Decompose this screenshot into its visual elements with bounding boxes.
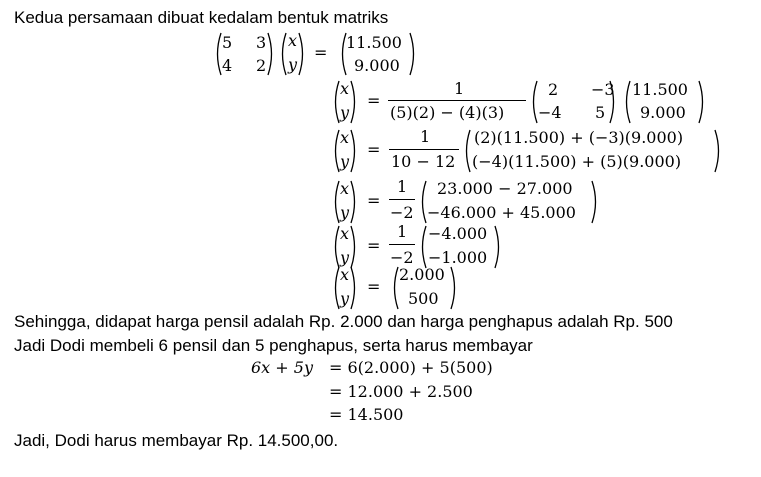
adj-m22: 5 <box>595 103 606 122</box>
payment-line-3: = 14.500 <box>329 405 404 424</box>
equals-sign: = <box>367 91 381 110</box>
left-paren <box>278 32 288 76</box>
intro-text: Kedua persamaan dibuat kedalam bentuk matriks <box>14 8 389 27</box>
right-paren <box>349 129 359 173</box>
left-paren <box>418 225 428 269</box>
fraction-numerator: 1 <box>420 127 431 146</box>
result-row-1: −4.000 <box>428 224 488 243</box>
right-paren <box>590 180 600 224</box>
fraction-numerator: 1 <box>397 222 408 241</box>
right-paren <box>266 32 276 76</box>
right-paren <box>297 32 307 76</box>
fraction-numerator: 1 <box>454 79 465 98</box>
var-x: x <box>340 179 350 198</box>
payment-line-1: = 6(2.000) + 5(500) <box>329 358 493 377</box>
sum-row-1: 23.000 − 27.000 <box>437 179 573 198</box>
right-paren <box>493 225 503 269</box>
matrix-a21: 4 <box>222 56 233 75</box>
matrix-a12: 3 <box>256 33 267 52</box>
fraction-bar <box>389 244 415 245</box>
solution-x: 2.000 <box>399 265 445 284</box>
vector-b1: 11.500 <box>346 33 402 52</box>
conclusion-text-1: Sehingga, didapat harga pensil adalah Rp. 2.000 dan harga penghapus adalah Rp. 500 <box>14 312 673 331</box>
var-x: x <box>340 265 350 284</box>
adj-m11: 2 <box>548 80 559 99</box>
fraction-numerator: 1 <box>397 177 408 196</box>
right-paren <box>349 80 359 124</box>
equals-sign: = <box>367 140 381 159</box>
left-paren <box>462 129 472 173</box>
left-paren <box>622 80 632 124</box>
right-paren <box>608 80 618 124</box>
var-x: x <box>340 79 350 98</box>
right-paren <box>349 266 359 310</box>
var-y: y <box>340 152 350 171</box>
result-row-2: −1.000 <box>428 248 488 267</box>
var-y: y <box>340 103 350 122</box>
var-y: y <box>340 248 350 267</box>
vector-b2: 9.000 <box>640 103 686 122</box>
equals-sign: = <box>314 43 328 62</box>
var-y: y <box>340 289 350 308</box>
equals-sign: = <box>367 277 381 296</box>
right-paren <box>349 225 359 269</box>
right-paren <box>697 80 707 124</box>
var-x: x <box>340 224 350 243</box>
equals-sign: = <box>367 236 381 255</box>
conclusion-text-2: Jadi Dodi membeli 6 pensil dan 5 penghapus, serta harus membayar <box>14 336 533 355</box>
fraction-denominator: (5)(2) − (4)(3) <box>390 103 505 122</box>
fraction-denominator: 10 − 12 <box>391 152 456 171</box>
fraction-denominator: −2 <box>390 248 414 267</box>
right-paren <box>349 180 359 224</box>
right-paren <box>449 266 459 310</box>
payment-lhs: 6x + 5y <box>251 358 313 377</box>
solution-y: 500 <box>408 289 439 308</box>
adj-m12: −3 <box>591 80 615 99</box>
var-x: x <box>288 31 298 50</box>
product-row-1: (2)(11.500) + (−3)(9.000) <box>474 128 684 147</box>
fraction-bar <box>389 149 459 150</box>
final-text: Jadi, Dodi harus membayar Rp. 14.500,00. <box>14 431 339 450</box>
right-paren <box>713 129 723 173</box>
var-x: x <box>340 128 350 147</box>
fraction-denominator: −2 <box>390 203 414 222</box>
var-y: y <box>288 55 298 74</box>
fraction-bar <box>388 100 526 101</box>
sum-row-2: −46.000 + 45.000 <box>427 203 576 222</box>
adj-m21: −4 <box>538 103 562 122</box>
product-row-2: (−4)(11.500) + (5)(9.000) <box>472 152 682 171</box>
right-paren <box>408 32 418 76</box>
vector-b1: 11.500 <box>632 80 688 99</box>
fraction-bar <box>389 199 415 200</box>
matrix-a11: 5 <box>222 33 233 52</box>
vector-b2: 9.000 <box>354 56 400 75</box>
equals-sign: = <box>367 191 381 210</box>
var-y: y <box>340 203 350 222</box>
payment-line-2: = 12.000 + 2.500 <box>329 382 473 401</box>
matrix-a22: 2 <box>256 56 267 75</box>
